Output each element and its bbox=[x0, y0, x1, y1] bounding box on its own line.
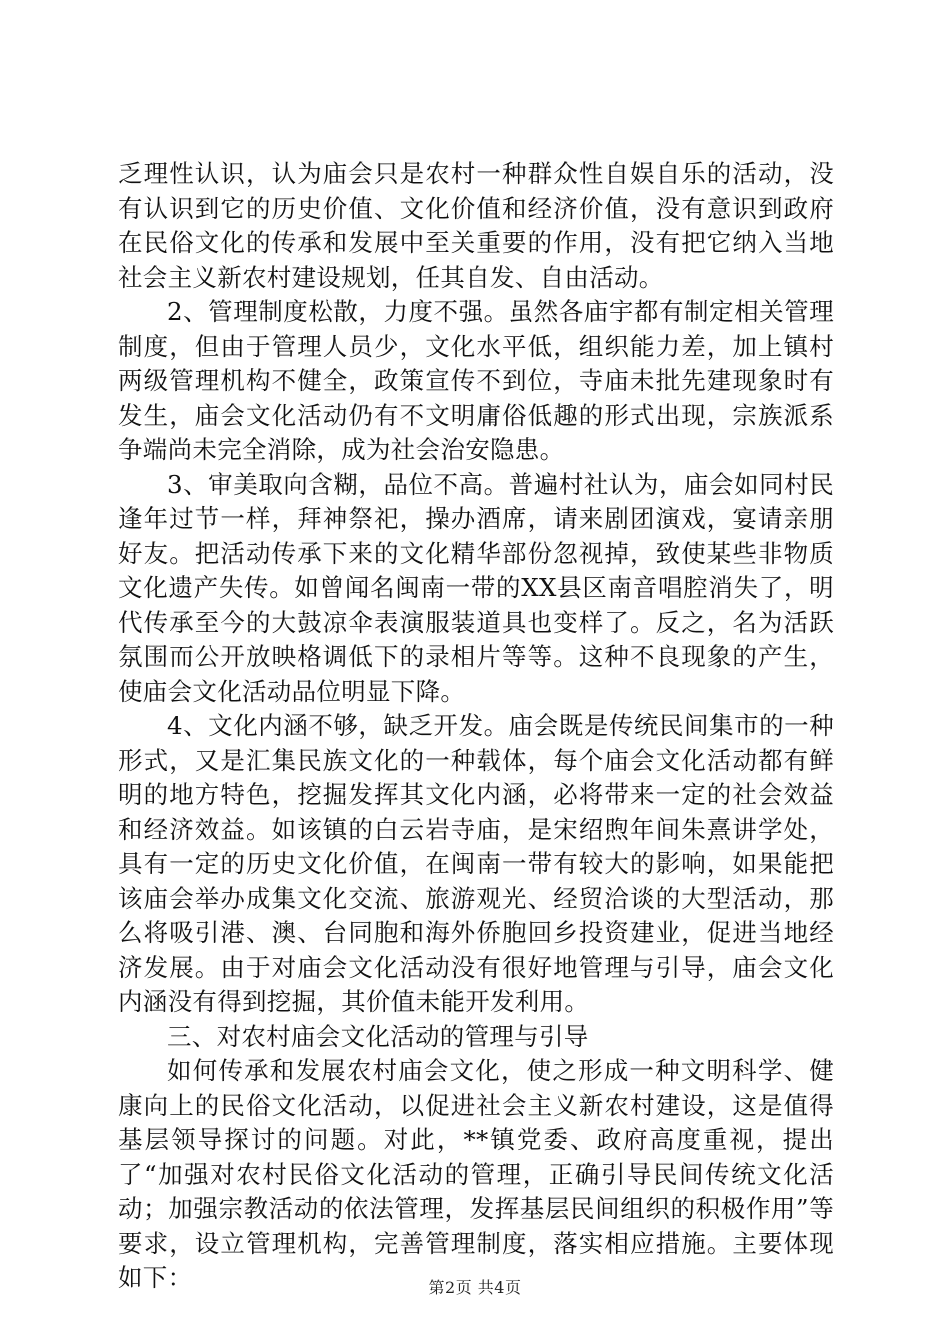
paragraph-aesthetic-orientation: 3、审美取向含糊，品位不高。普遍村社认为，庙会如同村民逢年过节一样，拜神祭祀，操办酒席，请来剧团演戏，宴请亲朋好友。把活动传承下来的文化精华部份忽视掉，致使某些非物质文化遗产失传。如曾闻名闽南一带的XX县区南音唱腔消失了，明代传承至今的大鼓凉伞表演服装道具也变样了。反之，名为活跃氛围而公开放映格调低下的录相片等等。这种不良现象的产生，使庙会文化活动品位明显下降。 bbox=[118, 469, 834, 706]
paragraph-management-system: 2、管理制度松散，力度不强。虽然各庙宇都有制定相关管理制度，但由于管理人员少，文化水平低，组织能力差，加上镇村两级管理机构不健全，政策宣传不到位，寺庙未批先建现象时有发生，庙会文化活动仍有不文明庸俗低趣的形式出现，宗族派系争端尚未完全消除，成为社会治安隐患。 bbox=[118, 297, 834, 464]
section-heading-three: 三、对农村庙会文化活动的管理与引导 bbox=[167, 1021, 589, 1051]
paragraph-how-to-inherit: 如何传承和发展农村庙会文化，使之形成一种文明科学、健康向上的民俗文化活动，以促进社会主义新农村建设，这是值得基层领导探讨的问题。对此，**镇党委、政府高度重视，提出了“加强对农村民俗文化活动的管理，正确引导民间传统文化活动；加强宗教活动的依法管理，发挥基层民间组织的积极作用”等要求，设立管理机构，完善管理制度，落实相应措施。主要体现如下： bbox=[118, 1056, 835, 1292]
paragraph-cultural-connotation: 4、文化内涵不够，缺乏开发。庙会既是传统民间集市的一种形式，又是汇集民族文化的一种载体，每个庙会文化活动都有鲜明的地方特色，挖掘发挥其文化内涵，必将带来一定的社会效益和经济效益。如该镇的白云岩寺庙，是宋绍煦年间朱熹讲学处，具有一定的历史文化价值，在闽南一带有较大的影响，如果能把该庙会举办成集文化交流、旅游观光、经贸洽谈的大型活动，那么将吸引港、澳、台同胞和海外侨胞回乡投资建业，促进当地经济发展。由于对庙会文化活动没有很好地管理与引导，庙会文化内涵没有得到挖掘，其价值未能开发利用。 bbox=[118, 711, 834, 1016]
paragraph-continuation: 乏理性认识，认为庙会只是农村一种群众性自娱自乐的活动，没有认识到它的历史价值、文化价值和经济价值，没有意识到政府在民俗文化的传承和发展中至关重要的作用，没有把它纳入当地社会主义新农村建设规划，任其自发、自由活动。 bbox=[118, 159, 834, 292]
document-body bbox=[118, 157, 834, 1296]
page-number: 第2页 共4页 bbox=[428, 1278, 522, 1297]
